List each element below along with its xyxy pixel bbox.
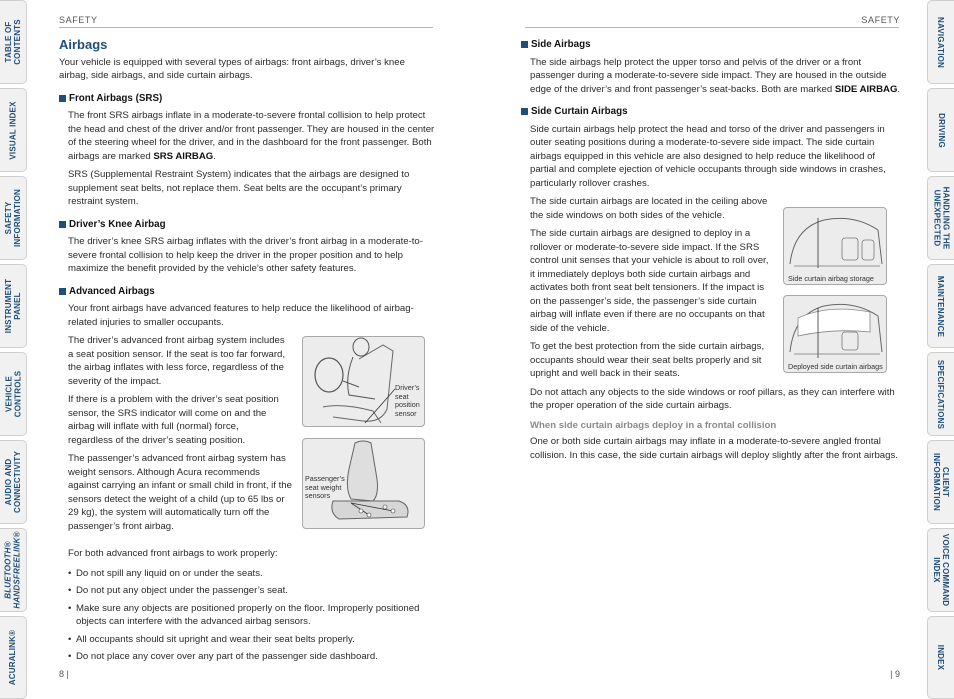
- tab-navigation[interactable]: [927, 0, 954, 84]
- driver-sensor-paragraph: The driver’s advanced front airbag system includes a seat position sensor. If the seat is too far forward, the airbag inflates with less force, regardless of the severity of the impact.: [68, 335, 286, 387]
- front-airbags-body: [59, 109, 435, 209]
- tab-label: CLIENT INFORMATION: [932, 452, 951, 512]
- bullet-square-icon: [521, 41, 528, 48]
- side-curtain-airbags-heading: [521, 105, 901, 119]
- tab-audio-and-connectivity[interactable]: [0, 440, 27, 524]
- page-title: Airbags: [59, 37, 108, 52]
- tab-acuralink[interactable]: [0, 616, 27, 699]
- tab-safety-information[interactable]: [0, 176, 27, 260]
- curtain-location-paragraph: The side curtain airbags are located in the ceiling above the side windows on both sides of the vehicle.: [530, 196, 768, 221]
- left-section-header: SAFETY: [59, 15, 98, 25]
- proper-use-paragraph: For both advanced front airbags to work properly:: [68, 548, 278, 559]
- tab-voice-command-index[interactable]: [927, 528, 954, 612]
- tab-handling-the-unexpected[interactable]: [927, 176, 954, 260]
- curtain-storage-figure: [783, 207, 887, 285]
- list-item: • Do not put any object under the passenger’s seat.: [68, 584, 435, 598]
- bullet-square-icon: [521, 108, 528, 115]
- figure-label: Side curtain airbag storage: [788, 274, 874, 283]
- tab-visual-index[interactable]: [0, 88, 27, 172]
- tab-index[interactable]: [927, 616, 954, 699]
- tab-table-of-contents[interactable]: [0, 0, 27, 84]
- heading-text: Advanced Airbags: [69, 285, 155, 297]
- passenger-seat-sensor-figure: [302, 438, 425, 529]
- frontal-collision-note-heading: When side curtain airbags deploy in a frontal collision: [530, 419, 777, 431]
- right-header-rule: [525, 27, 899, 28]
- paragraph-text: The front SRS airbags inflate in a moderate-to-severe frontal collision to help protect the head and chest of the driver and/or front passenger. They are housed in the center of the steering wheel for the driver, and in the dashboard for the front passenger. Both airbags are marked: [68, 110, 435, 162]
- curtain-intro-paragraph: Side curtain airbags help protect the head and torso of the driver and passengers in outer seating positions during a moderate-to-severe side impact. The side curtain airbags equipped in this vehicle are also designed to help reduce the likelihood of partial and complete ejection of vehicle occupants through side windows in crashes, particularly rollover crashes.: [530, 123, 886, 189]
- heading-text: Front Airbags (SRS): [69, 92, 163, 104]
- tab-label: DRIVING: [936, 112, 946, 148]
- figure-label: Passenger’s seat weight sensors: [305, 474, 345, 500]
- tab-label: NAVIGATION: [936, 16, 946, 68]
- curtain-deployed-figure: [783, 295, 887, 373]
- heading-text: Side Airbags: [531, 39, 591, 50]
- list-item: • Do not place any cover over any part of the passenger side dashboard.: [68, 650, 435, 664]
- tab-maintenance[interactable]: [927, 264, 954, 348]
- tab-label: VISUAL INDEX: [8, 100, 18, 160]
- list-item: • Do not spill any liquid on or under the seats.: [68, 567, 435, 581]
- right-section-header: SAFETY: [861, 15, 900, 25]
- tab-label: INSTRUMENT PANEL: [4, 278, 23, 334]
- tab-label: MAINTENANCE: [936, 275, 946, 337]
- left-page-number: 8 |: [59, 669, 69, 679]
- list-item: • All occupants should sit upright and wear their seat belts properly.: [68, 633, 435, 647]
- right-section-tabs: [927, 0, 954, 699]
- side-airbags-body: [521, 56, 901, 97]
- list-item: • Make sure any objects are positioned properly on the floor. Improperly positioned objects can interfere with the advanced airbag sensors.: [68, 602, 435, 629]
- tab-label: VOICE COMMAND INDEX: [932, 533, 951, 607]
- tab-client-information[interactable]: [927, 440, 954, 524]
- sensor-problem-paragraph: If there is a problem with the driver’s seat position sensor, the SRS indicator will come on and the airbag will inflate with full (normal) force, regardless of the driver’s seating position.: [68, 394, 279, 446]
- advanced-airbags-heading: [59, 285, 435, 299]
- proper-use-list: [68, 567, 435, 664]
- bullet-square-icon: [59, 288, 66, 295]
- side-airbags-paragraph: The side airbags help protect the upper torso and pelvis of the driver or a front passenger during a moderate-to-severe side impact. They are housed in the outside edge of the driver’s and front passenger’s seat-backs. Both are marked SIDE AIRBAG.: [530, 56, 901, 95]
- tab-specifications[interactable]: [927, 352, 954, 436]
- tab-label: HANDLING THE UNEXPECTED: [932, 186, 950, 250]
- side-curtain-body: [521, 123, 901, 463]
- curtain-protection-paragraph: To get the best protection from the side curtain airbags, occupants should wear their seat belts properly and sit upright and well back in their seats.: [530, 341, 765, 379]
- curtain-warning-paragraph: Do not attach any objects to the side windows or roof pillars, as they can interfere with the proper operation of the side curtain airbags.: [530, 386, 895, 411]
- bullet-square-icon: [59, 95, 66, 102]
- side-airbags-heading: [521, 38, 901, 52]
- passenger-sensor-paragraph: The passenger’s advanced front airbag system has weight sensors. Although Acura recommends against carrying an infant or small child in front, if the sensors detect the weight of a child (up to 65 lbs or 29 kg), the system will automatically turn off the passenger’s front airbag.: [68, 453, 292, 532]
- tab-label: TABLE OF CONTENTS: [4, 19, 23, 65]
- front-airbags-heading: [59, 92, 435, 106]
- tab-instrument-panel[interactable]: [0, 264, 27, 348]
- tab-label: AUDIO AND CONNECTIVITY: [4, 451, 22, 513]
- tab-label: SAFETY INFORMATION: [4, 188, 23, 248]
- tab-bluetooth-handsfreelink[interactable]: [0, 528, 27, 612]
- heading-text: Side Curtain Airbags: [531, 106, 628, 117]
- knee-airbag-body: [59, 235, 435, 276]
- bullet-square-icon: [59, 221, 66, 228]
- knee-airbag-heading: [59, 218, 435, 232]
- left-section-tabs: [0, 0, 27, 699]
- tab-vehicle-controls[interactable]: [0, 352, 27, 436]
- tab-driving[interactable]: [927, 88, 954, 172]
- knee-airbag-paragraph: The driver’s knee SRS airbag inflates with the driver’s front airbag in a moderate-to-severe frontal collision to help keep the driver in the proper position and to help maximize the benefit provided by the vehicle’s other safety features.: [68, 236, 423, 274]
- advanced-intro-paragraph: Your front airbags have advanced features to help reduce the likelihood of airbag-related injuries to smaller occupants.: [68, 303, 414, 328]
- srs-paragraph: SRS (Supplemental Restraint System) indicates that the airbags are designed to supplement seat belts, not replace them. Seat belts are the occupant’s primary restraint system.: [68, 169, 410, 207]
- left-header-rule: [59, 27, 433, 28]
- srs-airbag-mark: SRS AIRBAG: [153, 150, 214, 162]
- intro-paragraph: Your vehicle is equipped with several types of airbags: front airbags, driver’s knee airbag, side airbags, and side curtain airbags.: [59, 56, 405, 81]
- heading-text: Driver’s Knee Airbag: [69, 218, 166, 230]
- driver-seat-sensor-figure: [302, 336, 425, 427]
- tab-label: SPECIFICATIONS: [936, 359, 946, 429]
- figure-label: Deployed side curtain airbags: [788, 362, 883, 371]
- tab-label: ACURALINK®: [8, 629, 18, 686]
- front-airbags-paragraph: The front SRS airbags inflate in a moderate-to-severe frontal collision to help protect the head and chest of the driver and/or front passenger. They are housed in the center of the steering wheel for the driver, and in the dashboard for the front passenger. Both airbags are marked SRS AIRBAG.: [68, 110, 435, 162]
- side-airbag-mark: SIDE AIRBAG: [834, 83, 898, 95]
- tab-label: VEHICLE CONTROLS: [4, 370, 22, 418]
- tab-label: INDEX: [936, 644, 946, 671]
- curtain-deploy-paragraph: The side curtain airbags are designed to deploy in a rollover or moderate-to-severe side impact. If the SRS control unit senses that your vehicle is about to roll over, it immediately deploys both side curtain airbags and activates both front seat belt tensioners. If the impact is on the passenger’s side, the passenger’s side curtain airbag will inflate even if there are no occupants on that side of the vehicle.: [530, 228, 769, 334]
- figure-label: Driver’s seat position sensor: [395, 383, 420, 418]
- paragraph-text: The side airbags help protect the upper torso and pelvis of the driver or a front passenger during a moderate-to-severe side impact. They are housed in the outside edge of the driver’s and front passenger’s seat-backs. Both are marked: [530, 56, 887, 95]
- tab-label: BLUETOOTH® HANDSFREELINK®: [4, 531, 23, 609]
- right-page-number: | 9: [890, 669, 900, 679]
- frontal-collision-note-paragraph: One or both side curtain airbags may inflate in a moderate-to-severe angled frontal collision. In this case, the side curtain airbags will deploy slightly after the front airbags.: [530, 436, 898, 461]
